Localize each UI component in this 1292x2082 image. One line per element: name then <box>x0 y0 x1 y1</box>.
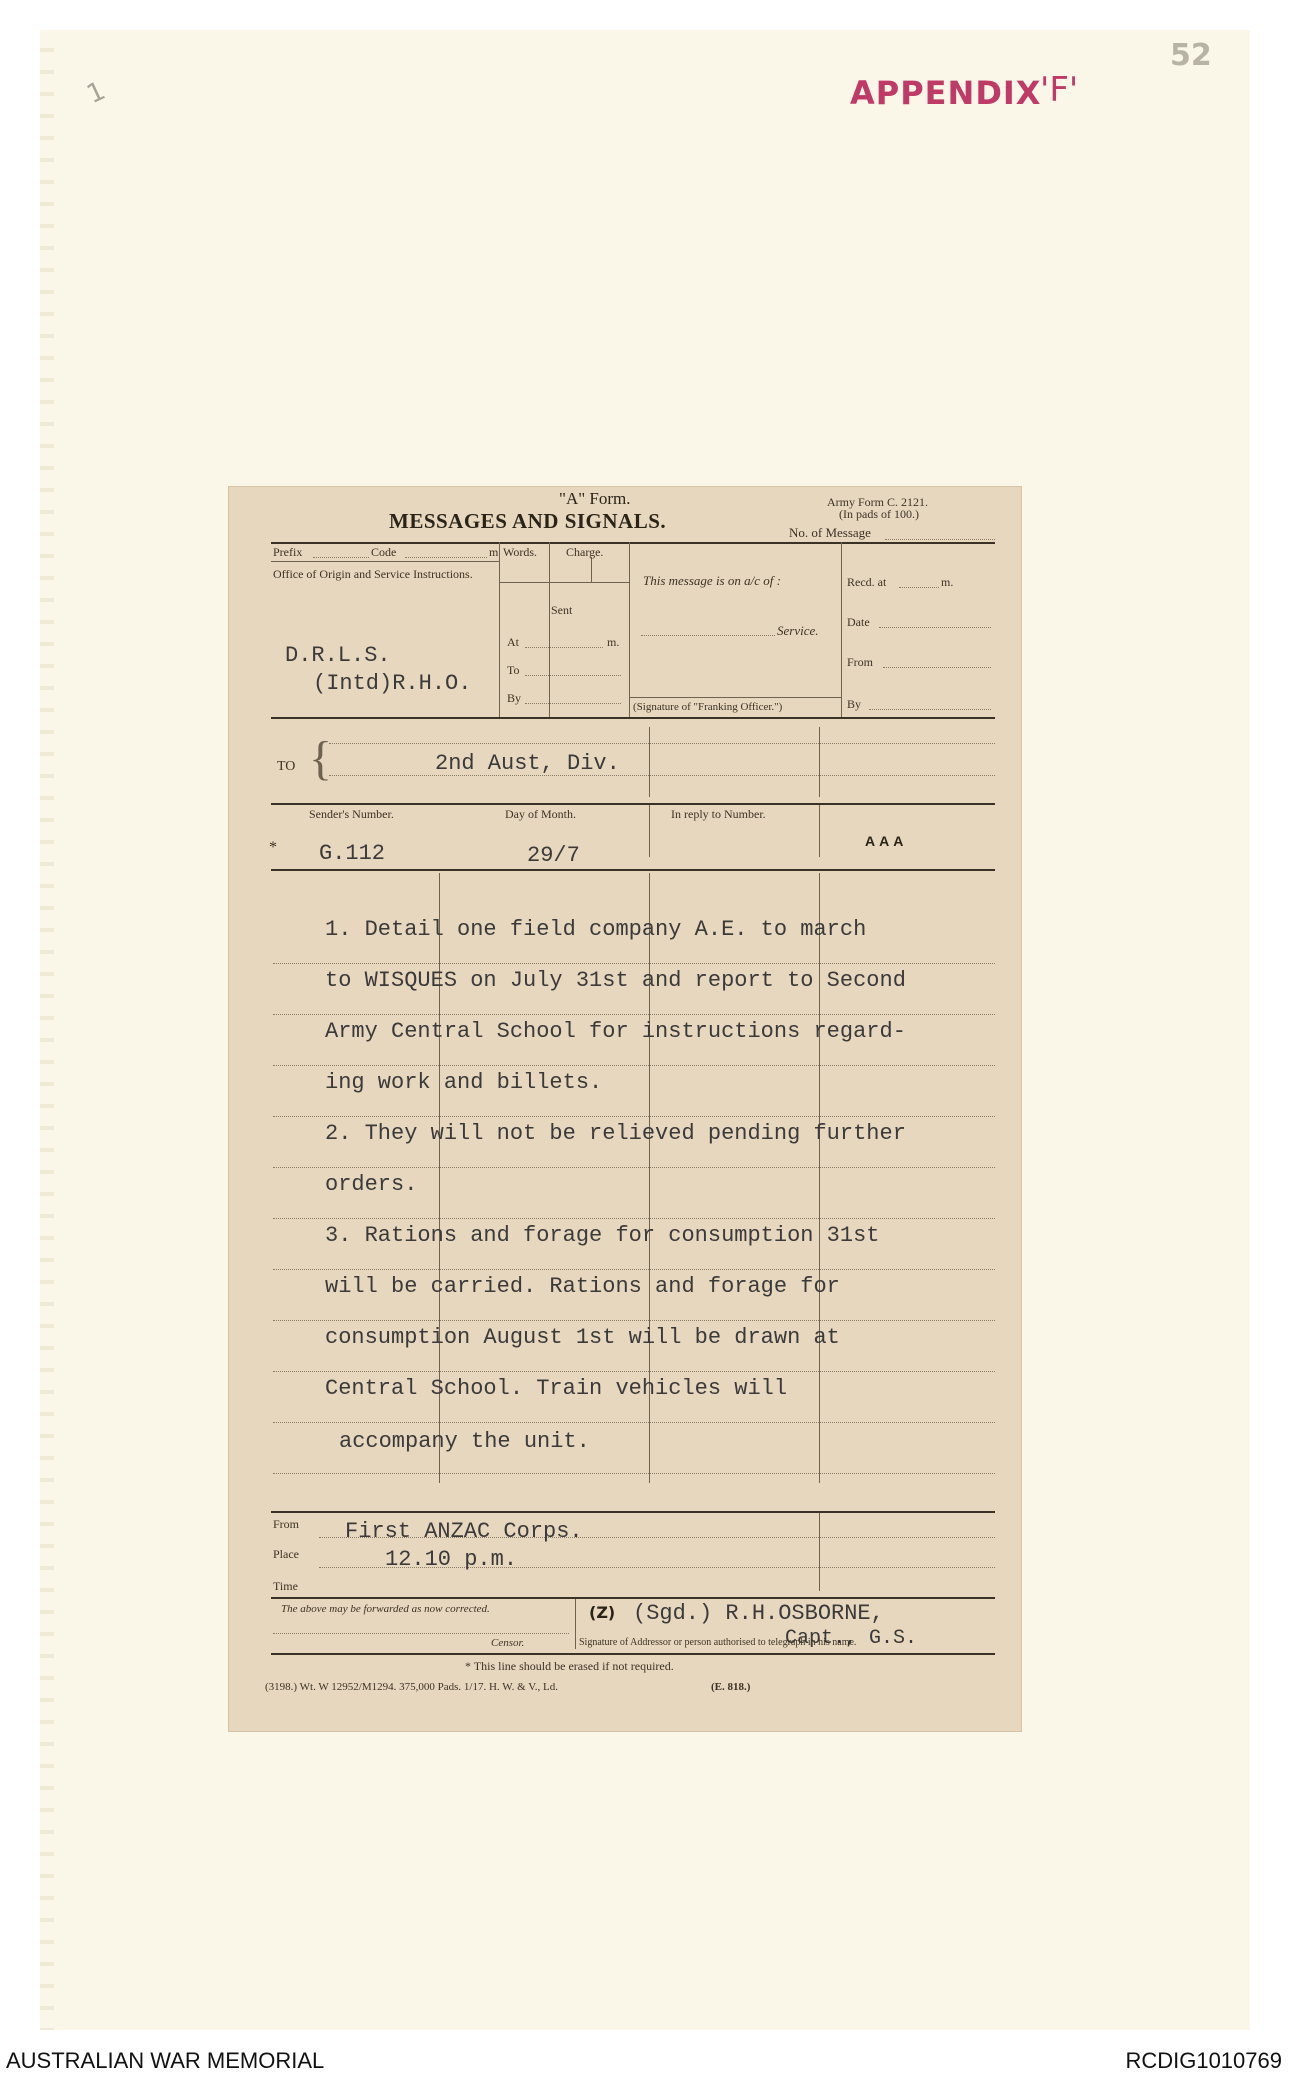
body-line-6: orders. <box>325 1172 418 1197</box>
origin-line-2: (Intd)R.H.O. <box>313 671 472 696</box>
rank-value: Capt., G.S. <box>785 1627 918 1650</box>
day-of-month-value: 29/7 <box>527 843 580 868</box>
recd-at-label: Recd. at <box>847 575 887 589</box>
sent-to-label: To <box>507 663 520 677</box>
appendix-letter: 'F' <box>1040 70 1079 110</box>
franking-officer-label: (Signature of "Franking Officer.") <box>633 701 783 713</box>
army-form-number: Army Form C. 2121. <box>827 495 929 509</box>
charge-label: Charge. <box>566 545 604 559</box>
form-title: MESSAGES AND SIGNALS. <box>389 509 667 533</box>
signature-caption: Signature of Addressor or person authorised to telegraph in his name. <box>579 1637 857 1648</box>
date-label: Date <box>847 615 870 629</box>
from-value: First ANZAC Corps. <box>345 1519 583 1544</box>
print-code: (E. 818.) <box>711 1681 751 1693</box>
body-line-1: 1. Detail one field company A.E. to march <box>325 917 867 942</box>
to-label: TO <box>277 759 296 774</box>
to-addressee: 2nd Aust, Div. <box>435 751 620 776</box>
print-line: (3198.) Wt. W 12952/M1294. 375,000 Pads. 1/17. H. W. & V., Ld. <box>265 1681 558 1693</box>
code-label: Code <box>371 545 397 559</box>
page-number: 52 <box>1170 38 1212 73</box>
senders-number-value: G.112 <box>319 841 386 866</box>
body-line-3: Army Central School for instructions regard- <box>325 1019 906 1044</box>
body-line-11: accompany the unit. <box>339 1429 590 1454</box>
body-line-5: 2. They will not be relieved pending further <box>325 1121 906 1146</box>
this-message-label: This message is on a/c of : <box>643 573 781 588</box>
pads-note: (In pads of 100.) <box>839 507 919 521</box>
form-type: "A" Form. <box>559 489 631 508</box>
time-value: 12.10 p.m. <box>385 1547 518 1572</box>
in-reply-to-label: In reply to Number. <box>671 807 766 821</box>
message-form <box>228 486 1022 1732</box>
service-label: Service. <box>777 623 819 638</box>
no-of-message-label: No. of Message <box>789 525 871 540</box>
day-of-month-label: Day of Month. <box>505 807 576 821</box>
prefix-label: Prefix <box>273 545 303 559</box>
sent-by-label: By <box>507 691 522 705</box>
words-label: Words. <box>503 545 538 559</box>
m-label: m <box>489 545 499 559</box>
z-mark: (Z) <box>589 1603 616 1622</box>
body-line-10: Central School. Train vehicles will <box>325 1376 788 1401</box>
censor-label: Censor. <box>491 1637 525 1649</box>
body-line-8: will be carried. Rations and forage for <box>325 1274 840 1299</box>
signature-value: (Sgd.) R.H.OSBORNE, <box>633 1601 884 1626</box>
body-line-7: 3. Rations and forage for consumption 31st <box>325 1223 880 1248</box>
origin-line-1: D.R.L.S. <box>285 643 391 668</box>
senders-number-label: Sender's Number. <box>309 807 394 821</box>
erase-note: * This line should be erased if not required. <box>465 1659 674 1673</box>
body-line-9: consumption August 1st will be drawn at <box>325 1325 840 1350</box>
from-label: From <box>273 1517 300 1531</box>
star-mark: * <box>269 839 277 856</box>
to-brace: { <box>309 732 333 785</box>
sent-at-label: At <box>507 635 519 649</box>
above-may-label: The above may be forwarded as now corrected. <box>281 1603 490 1615</box>
sent-label: Sent <box>551 603 573 617</box>
body-line-2: to WISQUES on July 31st and report to Second <box>325 968 906 993</box>
sent-at-m-label: m. <box>607 635 620 649</box>
place-label: Place <box>273 1547 299 1561</box>
aaa-label: AAA <box>865 833 908 849</box>
by-right-label: By <box>847 697 862 711</box>
recd-m-label: m. <box>941 575 954 589</box>
footer-id: RCDIG1010769 <box>1125 2048 1282 2073</box>
office-of-origin-label: Office of Origin and Service Instructions. <box>273 567 473 581</box>
from-small-label: From <box>847 655 874 669</box>
time-label: Time <box>273 1579 298 1593</box>
body-line-4: ing work and billets. <box>325 1070 603 1095</box>
footer-institution: AUSTRALIAN WAR MEMORIAL <box>6 2048 325 2073</box>
corner-mark: 1 <box>82 75 111 111</box>
perforated-edge <box>40 30 54 2030</box>
appendix-label: APPENDIX <box>850 74 1042 112</box>
